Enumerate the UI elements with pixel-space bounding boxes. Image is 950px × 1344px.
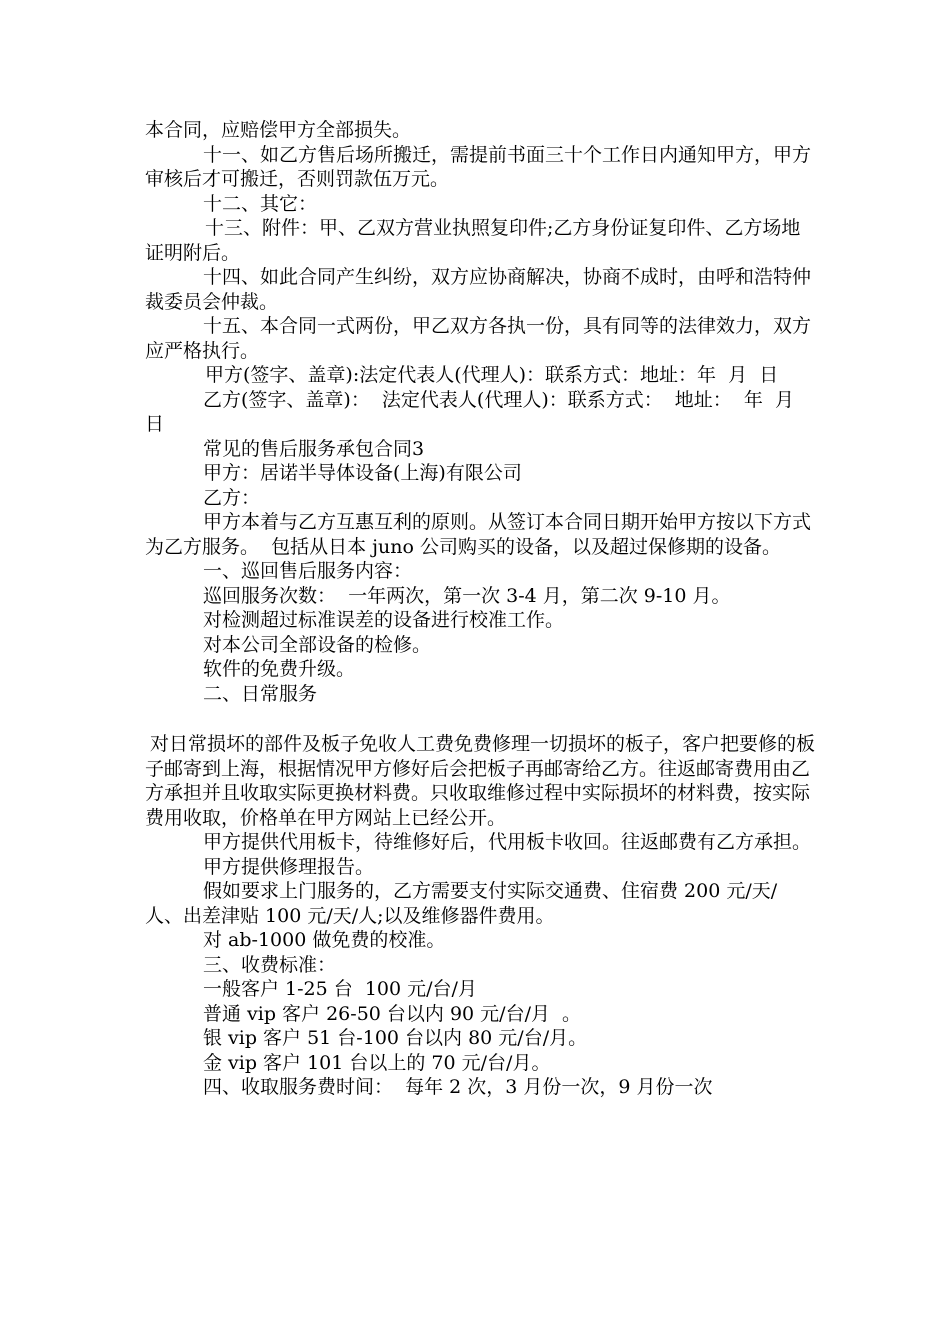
clause-15: 十五、本合同一式两份，甲乙双方各执一份，具有同等的法律效力，双方应严格执行。 [145,315,812,362]
party-a-signature: 甲方(签字、盖章):法定代表人(代理人)：联系方式：地址：年 月 日 [205,364,779,386]
fee-row: 金 vip 客户 101 台以上的 70 元/台/月。 [203,1051,551,1074]
fee-row: 普通 vip 客户 26-50 台以内 90 元/台/月 。 [203,1002,582,1025]
paragraph: 对本公司全部设备的检修。 [203,633,432,656]
document-body [145,118,815,1100]
clause-14: 十四、如此合同产生纠纷，双方应协商解决，协商不成时，由呼和浩特仲裁委员会仲裁。 [145,266,812,313]
contract-title: 常见的售后服务承包合同3 [203,437,425,460]
clause-11: 十一、如乙方售后场所搬迁，需提前书面三十个工作日内通知甲方，甲方审核后才可搬迁，否则罚款伍万元。 [145,143,812,190]
paragraph: 巡回服务次数： 一年两次，第一次 3-4 月，第二次 9-10 月。 [203,584,731,607]
paragraph: 对 ab-1000 做免费的校准。 [203,929,446,951]
blank-line [145,706,815,732]
paragraph: 本合同，应赔偿甲方全部损失。 [145,119,412,141]
party-a: 甲方：居诺半导体设备(上海)有限公司 [203,462,522,484]
section-heading-4: 四、收取服务费时间： 每年 2 次，3 月份一次，9 月份一次 [203,1076,713,1098]
fee-row: 银 vip 客户 51 台-100 台以内 80 元/台/月。 [203,1027,588,1049]
party-b: 乙方： [203,486,261,509]
clause-12: 十二、其它： [203,192,318,215]
section-heading-1: 一、巡回售后服务内容： [203,560,413,582]
section-heading-2: 二、日常服务 [203,682,318,705]
section-heading-3: 三、收费标准： [203,953,337,976]
paragraph: 对日常损坏的部件及板子免收人工费免费修理一切损坏的板子，客户把要修的板子邮寄到上海，根据情况甲方修好后会把板子再邮寄给乙方。往返邮寄费用由乙方承担并且收取实际更换材料费。只收取维修过程中实际损坏的材料费，按实际费用收取，价格单在甲方网站上已经公开。 [145,733,816,829]
fee-row: 一般客户 1-25 台 100 元/台/月 [203,978,477,1000]
party-b-signature: 乙方(签字、盖章)： 法定代表人(代理人)：联系方式： 地址： 年 月 日 [145,388,807,435]
paragraph: 甲方提供修理报告。 [203,855,375,878]
clause-13: 十三、附件：甲、乙双方营业执照复印件;乙方身份证复印件、乙方场地证明附后。 [145,217,801,264]
paragraph: 对检测超过标准误差的设备进行校准工作。 [203,609,565,631]
paragraph: 假如要求上门服务的，乙方需要支付实际交通费、住宿费 200 元/天/人、出差津贴 100 元/天/人;以及维修器件费用。 [145,880,778,927]
preamble: 甲方本着与乙方互惠互利的原则。从签订本合同日期开始甲方按以下方式为乙方服务。 包括从日本 juno 公司购买的设备，以及超过保修期的设备。 [145,511,812,558]
paragraph: 软件的免费升级。 [203,658,356,680]
paragraph: 甲方提供代用板卡，待维修好后，代用板卡收回。往返邮费有乙方承担。 [203,831,812,853]
